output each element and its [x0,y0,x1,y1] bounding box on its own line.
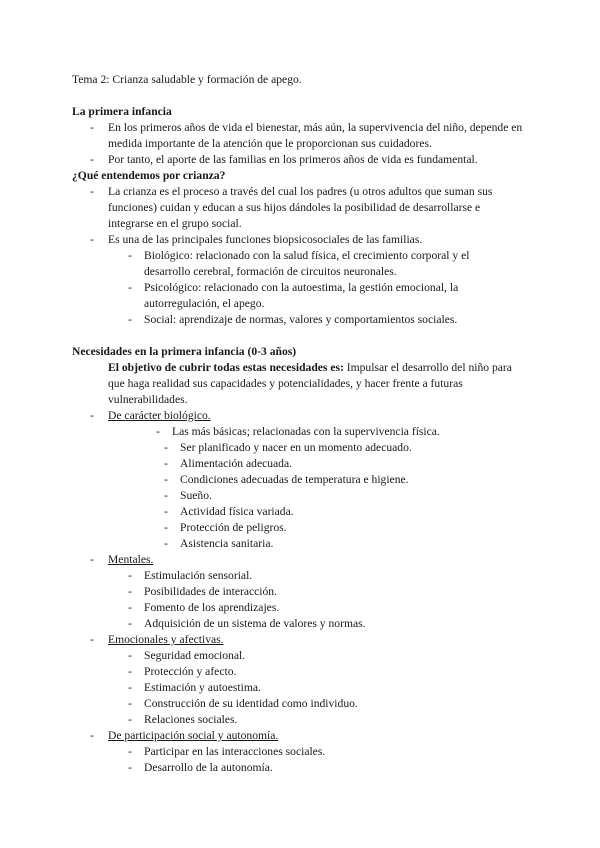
bullet-dash: - [90,153,94,166]
sub-list-item-social: Social: aprendizaje de normas, valores y comportamientos sociales. [144,313,458,326]
sub-sub-bullet-dash: - [164,457,168,470]
list-item: Sueño. [180,489,212,502]
sub-bullet-dash: - [128,313,132,326]
objective-label: El objetivo de cubrir todas estas necesidades es: [108,361,344,374]
sub-sub-bullet-dash: - [164,537,168,550]
sub-bullet-dash: - [128,761,132,774]
sub-bullet-dash: - [128,745,132,758]
bullet-dash: - [90,233,94,246]
sub-bullet-dash: - [156,425,160,438]
bio-intro: Las más básicas; relacionadas con la supervivencia física. [172,425,440,438]
sub-bullet-dash: - [128,601,132,614]
topic-title: Tema 2: Crianza saludable y formación de apego. [72,73,302,86]
list-item: Es una de las principales funciones biopsicosociales de las familias. [108,233,423,246]
sub-sub-bullet-dash: - [164,521,168,534]
bullet-dash: - [90,409,94,422]
list-item: La crianza es el proceso a través del cual los padres (u otros adultos que suman sus funciones) cuidan y educan a sus hijos dándoles la posibilidad de desarrollarse e integrarse en el grupo social. [108,185,493,230]
sub-bullet-dash: - [128,281,132,294]
bullet-dash: - [90,729,94,742]
list-item: Posibilidades de interacción. [144,585,277,598]
sub-bullet-dash: - [128,585,132,598]
sub-bullet-dash: - [128,649,132,662]
category-participacion-social: De participación social y autonomía. [108,729,279,742]
section-heading-crianza: ¿Qué entendemos por crianza? [72,169,226,182]
sub-bullet-dash: - [128,713,132,726]
sub-sub-bullet-dash: - [164,489,168,502]
sub-list-item-biologico: Biológico: relacionado con la salud física, el crecimiento corporal y el desarrollo cerebral, formación de circuitos neuronales. [144,249,470,278]
sub-bullet-dash: - [128,249,132,262]
sub-list-item-psicologico: Psicológico: relacionado con la autoestima, la gestión emocional, la autorregulación, el apego. [144,281,459,310]
bullet-dash: - [90,553,94,566]
list-item: Adquisición de un sistema de valores y normas. [144,617,366,630]
section-heading-primera-infancia: La primera infancia [72,105,172,118]
list-item: Actividad física variada. [180,505,294,518]
bullet-dash: - [90,185,94,198]
list-item: Por tanto, el aporte de las familias en los primeros años de vida es fundamental. [108,153,478,166]
list-item: Condiciones adecuadas de temperatura e higiene. [180,473,409,486]
list-item: Asistencia sanitaria. [180,537,274,550]
section-heading-necesidades: Necesidades en la primera infancia (0-3 años) [72,345,297,358]
sub-bullet-dash: - [128,697,132,710]
objective-text: Impulsar el desarrollo del niño para que haga realidad sus capacidades y potencialidades, y hacer frente a futuras vulnerabilidades. [108,361,512,406]
list-item: Ser planificado y nacer en un momento adecuado. [180,441,412,454]
list-item: En los primeros años de vida el bienestar, más aún, la supervivencia del niño, depende en medida importante de la atención que le proporcionan sus cuidadores. [108,121,523,150]
bullet-dash: - [90,633,94,646]
list-item: Fomento de los aprendizajes. [144,601,280,614]
category-mentales: Mentales. [108,553,154,566]
list-item: Alimentación adecuada. [180,457,293,470]
list-item: Protección de peligros. [180,521,287,534]
list-item: Desarrollo de la autonomía. [144,761,273,774]
sub-sub-bullet-dash: - [164,505,168,518]
list-item: Construcción de su identidad como individuo. [144,697,358,710]
list-item: Relaciones sociales. [144,713,238,726]
list-item: Participar en las interacciones sociales. [144,745,326,758]
objective-paragraph [108,360,528,408]
bullet-dash: - [90,121,94,134]
sub-bullet-dash: - [128,681,132,694]
list-item: Seguridad emocional. [144,649,246,662]
sub-bullet-dash: - [128,569,132,582]
list-item: Estimulación sensorial. [144,569,253,582]
sub-sub-bullet-dash: - [164,473,168,486]
sub-bullet-dash: - [128,665,132,678]
sub-bullet-dash: - [128,617,132,630]
category-emocionales: Emocionales y afectivas. [108,633,224,646]
sub-sub-bullet-dash: - [164,441,168,454]
list-item: Estimación y autoestima. [144,681,261,694]
list-item: Protección y afecto. [144,665,237,678]
category-biologico: De carácter biológico. [108,409,211,422]
